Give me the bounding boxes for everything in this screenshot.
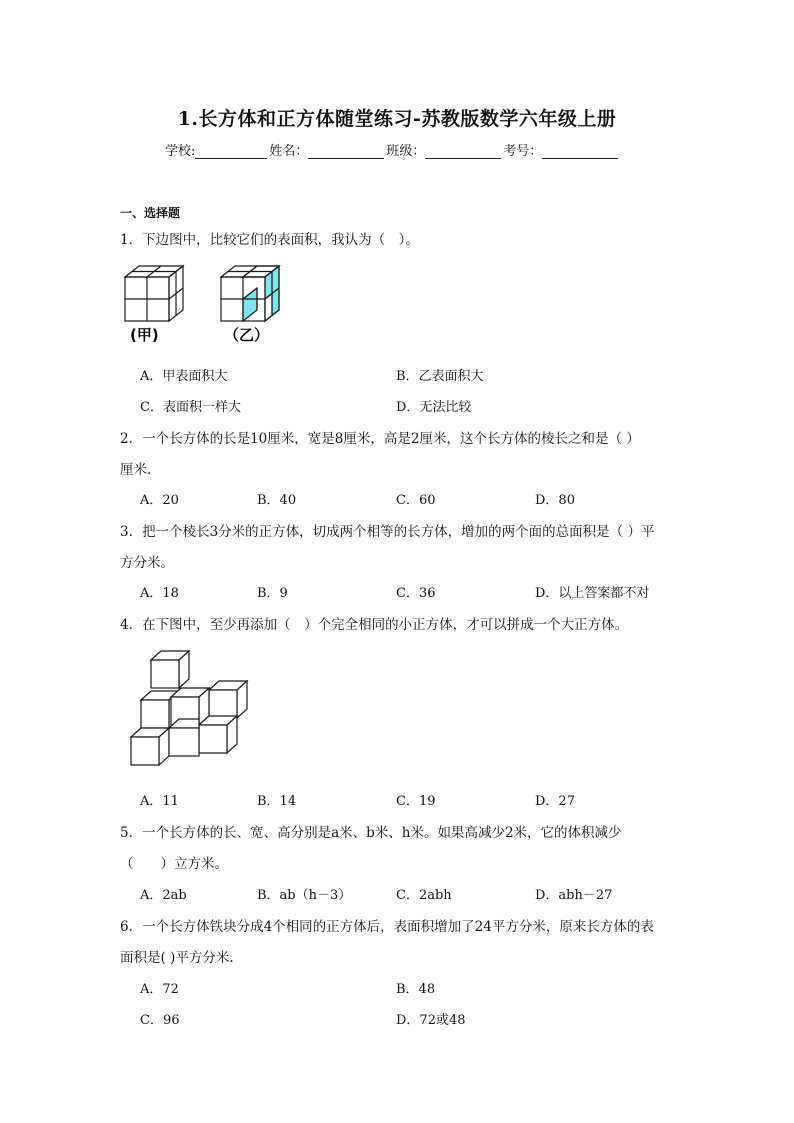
q3-option-d[interactable]: D．以上答案都不对 — [535, 586, 650, 601]
cube-front-left — [131, 728, 169, 765]
question-3-stem-line-1: 3．把一个棱长3分米的正方体，切成两个相等的长方体，增加的两个面的总面积是（ ）平 — [120, 524, 655, 540]
figure-jia-cube — [125, 266, 183, 321]
figure-yi-cube — [221, 266, 279, 321]
student-info-row — [165, 140, 620, 159]
q1-option-d[interactable]: D．无法比较 — [396, 400, 472, 415]
q1-option-c[interactable]: C．表面积一样大 — [140, 400, 241, 415]
q2-option-b[interactable]: B．40 — [257, 493, 297, 508]
name-blank[interactable] — [308, 144, 384, 159]
q6-option-a[interactable]: A．72 — [140, 982, 179, 997]
q5-option-a[interactable]: A．2ab — [140, 888, 187, 903]
cube-back-right — [209, 681, 247, 718]
question-2-stem-line-1: 2．一个长方体的长是10厘米，宽是8厘米，高是2厘米，这个长方体的棱长之和是（ ） — [120, 431, 640, 447]
question-5-stem-line-2: （ ）立方米。 — [120, 856, 228, 872]
name-label: 姓名： — [269, 144, 309, 159]
cube-mid-right — [199, 716, 237, 753]
question-2-stem-line-2: 厘米. — [120, 462, 152, 478]
section-title: 一、选择题 — [120, 206, 181, 220]
exam-no-blank[interactable] — [542, 144, 618, 159]
question-5-stem-line-1: 5．一个长方体的长、宽、高分别是a米、b米、h米。如果高减少2米，它的体积减少 — [120, 825, 622, 841]
q3-option-b[interactable]: B．9 — [257, 586, 288, 601]
question-1-stem: 1．下边图中，比较它们的表面积，我认为（ ）。 — [120, 232, 419, 248]
q6-option-c[interactable]: C．96 — [140, 1013, 180, 1028]
cube-stack — [131, 651, 247, 765]
question-1-figure — [120, 262, 290, 350]
q2-option-d[interactable]: D．80 — [535, 493, 575, 508]
q1-option-b[interactable]: B．乙表面积大 — [396, 369, 484, 384]
figure-jia-label: (甲) — [130, 326, 159, 344]
cube-front-center — [169, 719, 199, 756]
question-6-stem-line-2: 面积是( )平方分米. — [120, 950, 234, 966]
question-6-stem-line-1: 6．一个长方体铁块分成4个相同的正方体后，表面积增加了24平方分米，原来长方体的表 — [120, 919, 654, 935]
question-3-stem-line-2: 方分米。 — [120, 555, 174, 571]
exam-no-label: 考号： — [503, 144, 543, 159]
q6-option-d[interactable]: D．72或48 — [396, 1013, 466, 1028]
q3-option-a[interactable]: A．18 — [140, 586, 179, 601]
q4-option-b[interactable]: B．14 — [257, 794, 297, 809]
page-title: 1.长方体和正方体随堂练习-苏教版数学六年级上册 — [177, 108, 617, 130]
question-4-stem: 4．在下图中，至少再添加（ ）个完全相同的小正方体，才可以拼成一个大正方体。 — [120, 617, 629, 633]
q1-option-a[interactable]: A．甲表面积大 — [140, 369, 228, 384]
q5-option-d[interactable]: D．abh－27 — [535, 888, 613, 903]
q5-option-b[interactable]: B．ab（h－3） — [257, 888, 352, 903]
q2-option-c[interactable]: C．60 — [396, 493, 436, 508]
q5-option-c[interactable]: C．2abh — [396, 888, 452, 903]
school-label: 学校: — [165, 144, 196, 159]
cube-back-top — [151, 651, 189, 688]
q6-option-b[interactable]: B．48 — [396, 982, 436, 997]
q2-option-a[interactable]: A．20 — [140, 493, 179, 508]
class-blank[interactable] — [425, 144, 501, 159]
q4-option-a[interactable]: A．11 — [140, 794, 179, 809]
q4-option-d[interactable]: D．27 — [535, 794, 575, 809]
figure-yi-label: （乙） — [224, 326, 270, 344]
class-label: 班级： — [386, 144, 426, 159]
school-blank[interactable] — [195, 144, 267, 159]
q3-option-c[interactable]: C．36 — [396, 586, 436, 601]
q4-option-c[interactable]: C．19 — [396, 794, 436, 809]
question-4-cube-stack-figure — [125, 645, 255, 770]
